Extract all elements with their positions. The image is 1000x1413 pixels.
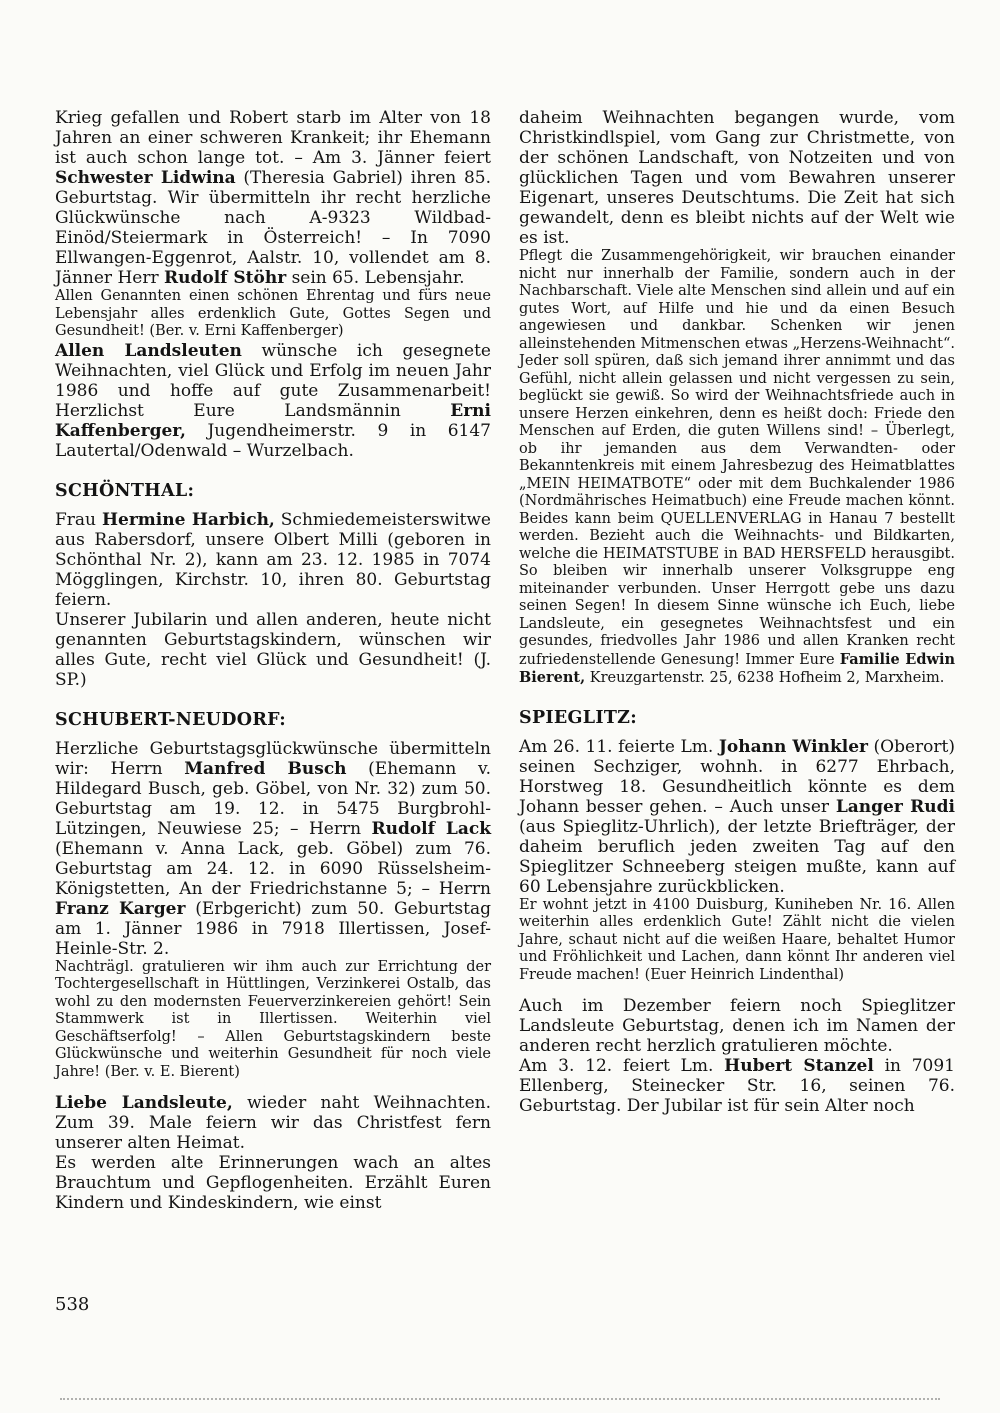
text-run: SCHÖNTHAL: — [55, 480, 195, 501]
text-run: (Ehemann v. Hildegard Busch, geb. Göbel, von Nr. 32) zum 50. Geburtstag am 19. 12. in 5475 Burgbrohl-Lützingen, Neuwiese 25; – Herrn — [55, 758, 491, 839]
section-heading — [55, 481, 491, 501]
paragraph — [519, 108, 955, 248]
text-run: (aus Spieglitz-Uhrlich), der letzte Briefträger, der daheim beruflich jeden zweiten Tag auf den Spieglitzer Schneeberg steigen mußte, kann auf 60 Lebensjahre zurückblicken. — [519, 816, 955, 897]
page-number: 538 — [55, 1294, 90, 1315]
text-run: daheim Weihnachten begangen wurde, vom Christkindlspiel, vom Gang zur Christmette, von der schönen Landschaft, von Notzeiten und von glücklichen Tagen und vom Bewahren unserer Eigenart, unseres Deutschtums. Die Zeit hat sich gewandelt, denn es bleibt nichts auf der Welt wie es ist. — [519, 108, 955, 248]
bold-text: Manfred Busch — [184, 758, 347, 779]
bold-text: Franz Karger — [55, 898, 186, 919]
text-run: (Theresia Gabriel) ihren 85. Geburtstag. Wir übermitteln ihr recht herzliche Glückwünsche nach A-9323 Wildbad-Einöd/Steiermark in Österreich! – In 7090 Ellwangen-Eggenrot, Aalstr. 10, vollendet am 8. Jänner Herr — [55, 168, 491, 288]
text-run: Herzliche Geburtstagsglückwünsche übermitteln wir: Herrn — [55, 738, 491, 779]
text-run: Jugendheimerstr. 9 in 6147 Lautertal/Odenwald – Wurzelbach. — [55, 420, 491, 461]
bold-text: Familie Edwin Bierent, — [519, 650, 956, 686]
text-run: Schmiedemeisterswitwe aus Rabersdorf, unsere Olbert Milli (geboren in Schönthal Nr. 2), kann am 23. 12. 1985 in 7074 Mögglingen, Kirchstr. 10, ihren 80. Geburtstag feiern. — [55, 509, 491, 610]
paragraph — [519, 248, 955, 688]
bold-text: Allen Landsleuten — [55, 340, 242, 361]
text-run: Frau — [55, 509, 102, 530]
paragraph — [55, 739, 491, 959]
text-run: Auch im Dezember feiern noch Spieglitzer Landsleute Geburtstag, denen ich im Namen der anderen recht herzlich gratulieren möchte. — [519, 996, 955, 1056]
text-run: Kreuzgartenstr. 25, 6238 Hofheim 2, Marxheim. — [585, 670, 945, 686]
text-run: in 7091 Ellenberg, Steinecker Str. 16, seinen 76. Geburtstag. Der Jubilar ist für sein Alter noch — [519, 1056, 955, 1116]
paragraph — [519, 897, 955, 985]
paragraph — [55, 341, 491, 461]
paragraph — [55, 510, 491, 610]
paragraph — [55, 610, 491, 690]
paragraph — [519, 996, 955, 1056]
bold-text: Liebe Landsleute, — [55, 1093, 233, 1113]
text-run: Allen Genannten einen schönen Ehrentag und fürs neue Lebensjahr alles erdenklich Gute, Gottes Segen und Gesundheit! (Ber. v. Erni Kaffenberger) — [55, 288, 491, 339]
text-run: wünsche ich gesegnete Weihnachten, viel Glück und Erfolg im neuen Jahr 1986 und hoffe auf gute Zusammenarbeit! Herzlichst Eure Landsmännin — [55, 340, 491, 421]
bold-text: Langer Rudi — [835, 796, 955, 817]
text-run: Am 3. 12. feiert Lm. — [519, 1056, 725, 1076]
text-run: Nachträgl. gratulieren wir ihm auch zur Errichtung der Tochtergesellschaft in Hüttlingen, Verzinkerei Ostalb, das wohl zu den modernsten Feuerverzinkereien gehört! Sein Stammwerk ist in Illertissen. Weiterhin viel Geschäftserfolg! – Allen Geburtstagskindern beste Glückwünsche und weiterhin Gesundheit für noch viele Jahre! (Ber. v. E. Bierent) — [55, 958, 491, 1080]
bold-text: Johann Winkler — [718, 736, 868, 757]
paragraph — [519, 737, 955, 897]
text-run: SPIEGLITZ: — [519, 707, 638, 728]
bold-text: Hubert Stanzel — [724, 1056, 874, 1076]
text-run: Er wohnt jetzt in 4100 Duisburg, Kuniheben Nr. 16. Allen weiterhin alles erdenklich Gute! Zählt nicht die vielen Jahre, schaut nicht auf die weißen Haare, behaltet Humor und Fröhlichkeit und Lachen, dann könnt Ihr anderen viel Freude machen! (Euer Heinrich Lindenthal) — [519, 896, 955, 983]
left-column — [55, 108, 491, 1213]
paragraph — [519, 1056, 955, 1116]
text-run: (Ehemann v. Anna Lack, geb. Göbel) zum 76. Geburtstag am 24. 12. in 6090 Rüsselsheim-Königstetten, An der Friedrichstanne 5; – Herrn — [55, 838, 491, 899]
text-run: Krieg gefallen und Robert starb im Alter von 18 Jahren an einer schweren Krankeit; ihr Ehemann ist auch schon lange tot. – Am 3. Jänner feiert — [55, 108, 491, 168]
paragraph — [55, 288, 491, 341]
bold-text: Rudolf Lack — [371, 818, 491, 839]
text-run: SCHUBERT-NEUDORF: — [55, 709, 287, 730]
scan-edge-artifact — [60, 1398, 940, 1400]
right-column — [519, 108, 955, 1213]
paragraph — [55, 1153, 491, 1213]
bold-text: Hermine Harbich, — [101, 509, 275, 530]
paragraph — [55, 959, 491, 1082]
section-heading — [519, 708, 955, 728]
text-run: (Erbgericht) zum 50. Geburtstag am 1. Jänner 1986 in 7918 Illertissen, Josef-Heinle-Str. 2. — [55, 898, 491, 959]
text-run: Es werden alte Erinnerungen wach an altes Brauchtum und Gepflogenheiten. Erzählt Euren Kindern und Kindeskindern, wie einst — [55, 1153, 491, 1213]
bold-text: Erni Kaffenberger, — [55, 400, 491, 441]
section-heading — [55, 710, 491, 730]
bold-text: Rudolf Stöhr — [163, 268, 287, 288]
text-run: sein 65. Lebensjahr. — [286, 268, 465, 288]
text-run: Am 26. 11. feierte Lm. — [519, 736, 719, 757]
text-run: Unserer Jubilarin und allen anderen, heute nicht genannten Geburtstagskindern, wünschen wir alles Gute, recht viel Glück und Gesundheit! (J. SP.) — [55, 609, 491, 690]
paragraph — [55, 1093, 491, 1153]
paragraph — [55, 108, 491, 288]
text-run: (Oberort) seinen Sechziger, wohnh. in 6277 Ehrbach, Horstweg 18. Gesundheitlich könnte es dem Johann besser gehen. – Auch unser — [519, 736, 956, 817]
text-run: wieder naht Weihnachten. Zum 39. Male feiern wir das Christfest fern unserer alten Heimat. — [55, 1093, 491, 1153]
text-run: Pflegt die Zusammengehörigkeit, wir brauchen einander nicht nur innerhalb der Familie, sondern auch in der Nachbarschaft. Viele alte Menschen sind allein und auf ein gutes Wort, auf Hilfe und hie und da einen Besuch angewiesen und dankbar. Schenken wir jenen alleinstehenden Mitmenschen etwas „Herzens-Weihnacht“. Jeder soll spüren, daß sich jemand ihrer annimmt und das Gefühl, nicht allein gelassen und nicht vergessen zu sein, beglückt sie gewiß. So wird der Weihnachtsfriede auch in unsere Herzen einkehren, denn es heißt doch: Friede den Menschen auf Erden, die guten Willens sind! – Überlegt, ob ihr jemanden aus dem Verwandten- oder Bekanntenkreis mit einem Jahresbezug des Heimatblattes „MEIN HEIMATBOTE“ oder mit dem Buchkalender 1986 (Nordmährisches Heimatbuch) eine Freude machen könnt. Beides kann beim QUELLENVERLAG in Hanau 7 bestellt werden. Bezieht auch die Weihnachts- und Bildkarten, welche die HEIMATSTUBE in BAD HERSFELD herausgibt. So bleiben wir innerhalb unserer Volksgruppe eng miteinander verbunden. Unser Herrgott gebe uns dazu seinen Segen! In diesem Sinne wünsche ich Euch, liebe Landsleute, ein gesegnetes Weihnachtsfest und ein gesundes, friedvolles Jahr 1986 und allen Kranken recht zufriedenstellende Genesung! Immer Eure — [519, 248, 955, 668]
bold-text: Schwester Lidwina — [55, 168, 236, 188]
